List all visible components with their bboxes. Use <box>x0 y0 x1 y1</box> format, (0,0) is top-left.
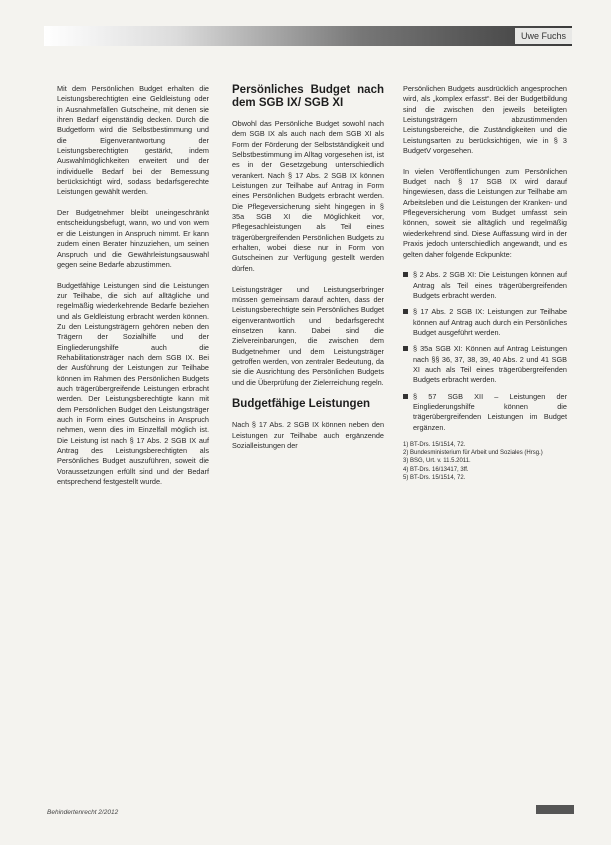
footnote: 2) Bundesministerium für Arbeit und Soziales (Hrsg.) <box>403 450 543 457</box>
square-bullet-icon <box>403 394 408 399</box>
list-item-text: § 2 Abs. 2 SGB XI: Die Leistungen können auf Antrag als Teil eines trägerübergreifenden Budgets erbracht werden. <box>413 270 567 300</box>
paragraph: Der Budgetnehmer bleibt uneingeschränkt entscheidungsbefugt, wann, wo und von wem er die Leistungen in Anspruch nimmt. Er kann zudem einen Berater hinzuziehen, um seinen Anspruch und die Gewährleistungsauswahl gegen seine Bedarfe abzustimmen. <box>57 208 209 269</box>
footnote: 4) BT-Drs. 16/13417, 3ff. <box>403 466 469 473</box>
column-middle <box>232 84 384 462</box>
paragraph: Leistungsträger und Leistungserbringer müssen gemeinsam darauf achten, dass der Leistungsberechtigte sein Persönliches Budget eigenverantwortlich und bedarfsgerecht einsetzen kann. Dabei sind die Zielvereinbarungen, die zwischen dem Budgetnehmer und dem Leistungsträger getroffen werden, von zentraler Bedeutung, da sie die Ausrichtung des Persönlichen Budgets und die Überprüfung der Zielerreichung regeln. <box>232 284 384 387</box>
square-bullet-icon <box>403 346 408 351</box>
footnote: 1) BT-Drs. 15/1514, 72. <box>403 442 466 448</box>
footnote: 3) BSG, Urt. v. 11.5.2011. <box>403 458 471 465</box>
column-right <box>403 84 567 482</box>
header-bar <box>44 26 572 46</box>
footnotes <box>403 441 567 482</box>
paragraph: Persönlichen Budgets ausdrücklich angesprochen wird, als „komplex erfasst“. Bei der Budgetbildung sind die zwischen den jeweils beteiligten Leistungsträgern abzustimmenden Leistungsbereiche, die Zuständigkeiten und die Leistungsarten zu berücksichtigen, wie in § 3 BudgetV vorgesehen. <box>403 84 567 156</box>
list-item <box>403 307 567 338</box>
list-item-text: § 17 Abs. 2 SGB IX: Leistungen zur Teilhabe können auf Antrag auch durch ein Persönliches Budget ausgeführt werden. <box>413 307 567 337</box>
list-item <box>403 270 567 301</box>
square-bullet-icon <box>403 309 408 314</box>
paragraph: Obwohl das Persönliche Budget sowohl nach dem SGB IX als auch nach dem SGB XI als Form der Förderung der Selbstständigkeit und Selbstbestimmung im Alltag vorgesehen ist, ist es in der Gesetzgebung unterschiedlich verankert. Nach § 17 Abs. 2 SGB IX können Leistungen zur Teilhabe auf Antrag in Form eines Persönlichen Budgets erbracht werden. Die Pflegeversicherung sieht hingegen in § 35a SGB XI die Möglichkeit vor, Pflegesachleistungen als Teil eines trägerübergreifenden Persönlichen Budgets zu erhalten, wobei diese nur in Form von Gutscheinen zur Verfügung gestellt werden dürfen. <box>232 119 384 273</box>
journal-footer: Behindertenrecht 2/2012 <box>47 809 119 816</box>
list-item-text: § 57 SGB XII – Leistungen der Eingliederungshilfe können die trägerübergreifenden Leistungen im Budget ergänzen. <box>413 391 567 432</box>
paragraph: In vielen Veröffentlichungen zum Persönlichen Budget nach § 17 SGB IX wird darauf hingewiesen, dass die Leistungen zur Teilhabe am Arbeitsleben und die Leistungen der Kranken- und Pflegeversicherung vom Budget umfasst sein können, soweit sie alltäglich und regelmäßig wiederkehrend sind. Diese Auffassung wird in der Praxis jedoch unterschiedlich angewandt, und es gelten daher folgende Eckpunkte: <box>403 166 567 259</box>
paragraph: Mit dem Persönlichen Budget erhalten die Leistungsberechtigten eine Geldleistung oder in Ausnahmefällen Gutscheine, mit denen sie ihren Bedarf eigenständig decken. Durch die Budgetform wird die Selbstbestimmung und die Eigenverantwortung der Leistungsberechtigten gestärkt, indem Auswahlmöglichkeiten erweitert und der individuelle Bedarf bei der Bemessung berücksichtigt wird, sodass bedarfsgerechte Leistungen gewählt werden. <box>57 84 209 197</box>
paragraph: Nach § 17 Abs. 2 SGB IX können neben den Leistungen zur Teilhabe auch ergänzende Sozialleistungen der <box>232 420 384 450</box>
section-subheading: Budgetfähige Leistungen <box>232 398 370 411</box>
author-name: Uwe Fuchs <box>515 28 572 44</box>
footer-marker <box>536 805 574 814</box>
list-item <box>403 344 567 385</box>
footnote: 5) BT-Drs. 15/1514, 72. <box>403 474 466 481</box>
list-item-text: § 35a SGB XI: Können auf Antrag Leistungen nach §§ 36, 37, 38, 39, 40 Abs. 2 und 41 SGB XI auch als Teil eines trägerübergreifenden Budgets erbracht werden. <box>413 344 567 385</box>
paragraph: Budgetfähige Leistungen sind die Leistungen zur Teilhabe, die sich auf alltägliche und regelmäßig wiederkehrende Bedarfe beziehen und als Geldleistung erbracht werden können. Zu den Leistungsträgern gehören neben den Trägern der Sozialhilfe und der Eingliederungshilfe auch die Rehabilitationsträger nach dem SGB IX. Bei der Ausführung der Leistungen zur Teilhabe können im Rahmen des Persönlichen Budgets auch trägerübergreifende Leistungen erbracht werden. Der Leistungsberechtigte kann mit dem Persönlichen Budget den Leistungsträger auch in Form eines Gutscheins in Anspruch nehmen, wenn dies im Einzelfall möglich ist. Die Leistung ist nach § 17 Abs. 2 SGB IX auf Antrag des Leistungsberechtigten als Persönliches Budget auszuführen, soweit die Voraussetzungen erfüllt sind und der Bedarf entsprechend festgestellt wurde. <box>57 280 209 487</box>
list-item <box>403 392 567 433</box>
column-left <box>57 84 209 498</box>
square-bullet-icon <box>403 272 408 277</box>
bullet-list <box>403 270 567 433</box>
section-heading: Persönliches Budget nach dem SGB IX/ SGB XI <box>232 84 384 109</box>
